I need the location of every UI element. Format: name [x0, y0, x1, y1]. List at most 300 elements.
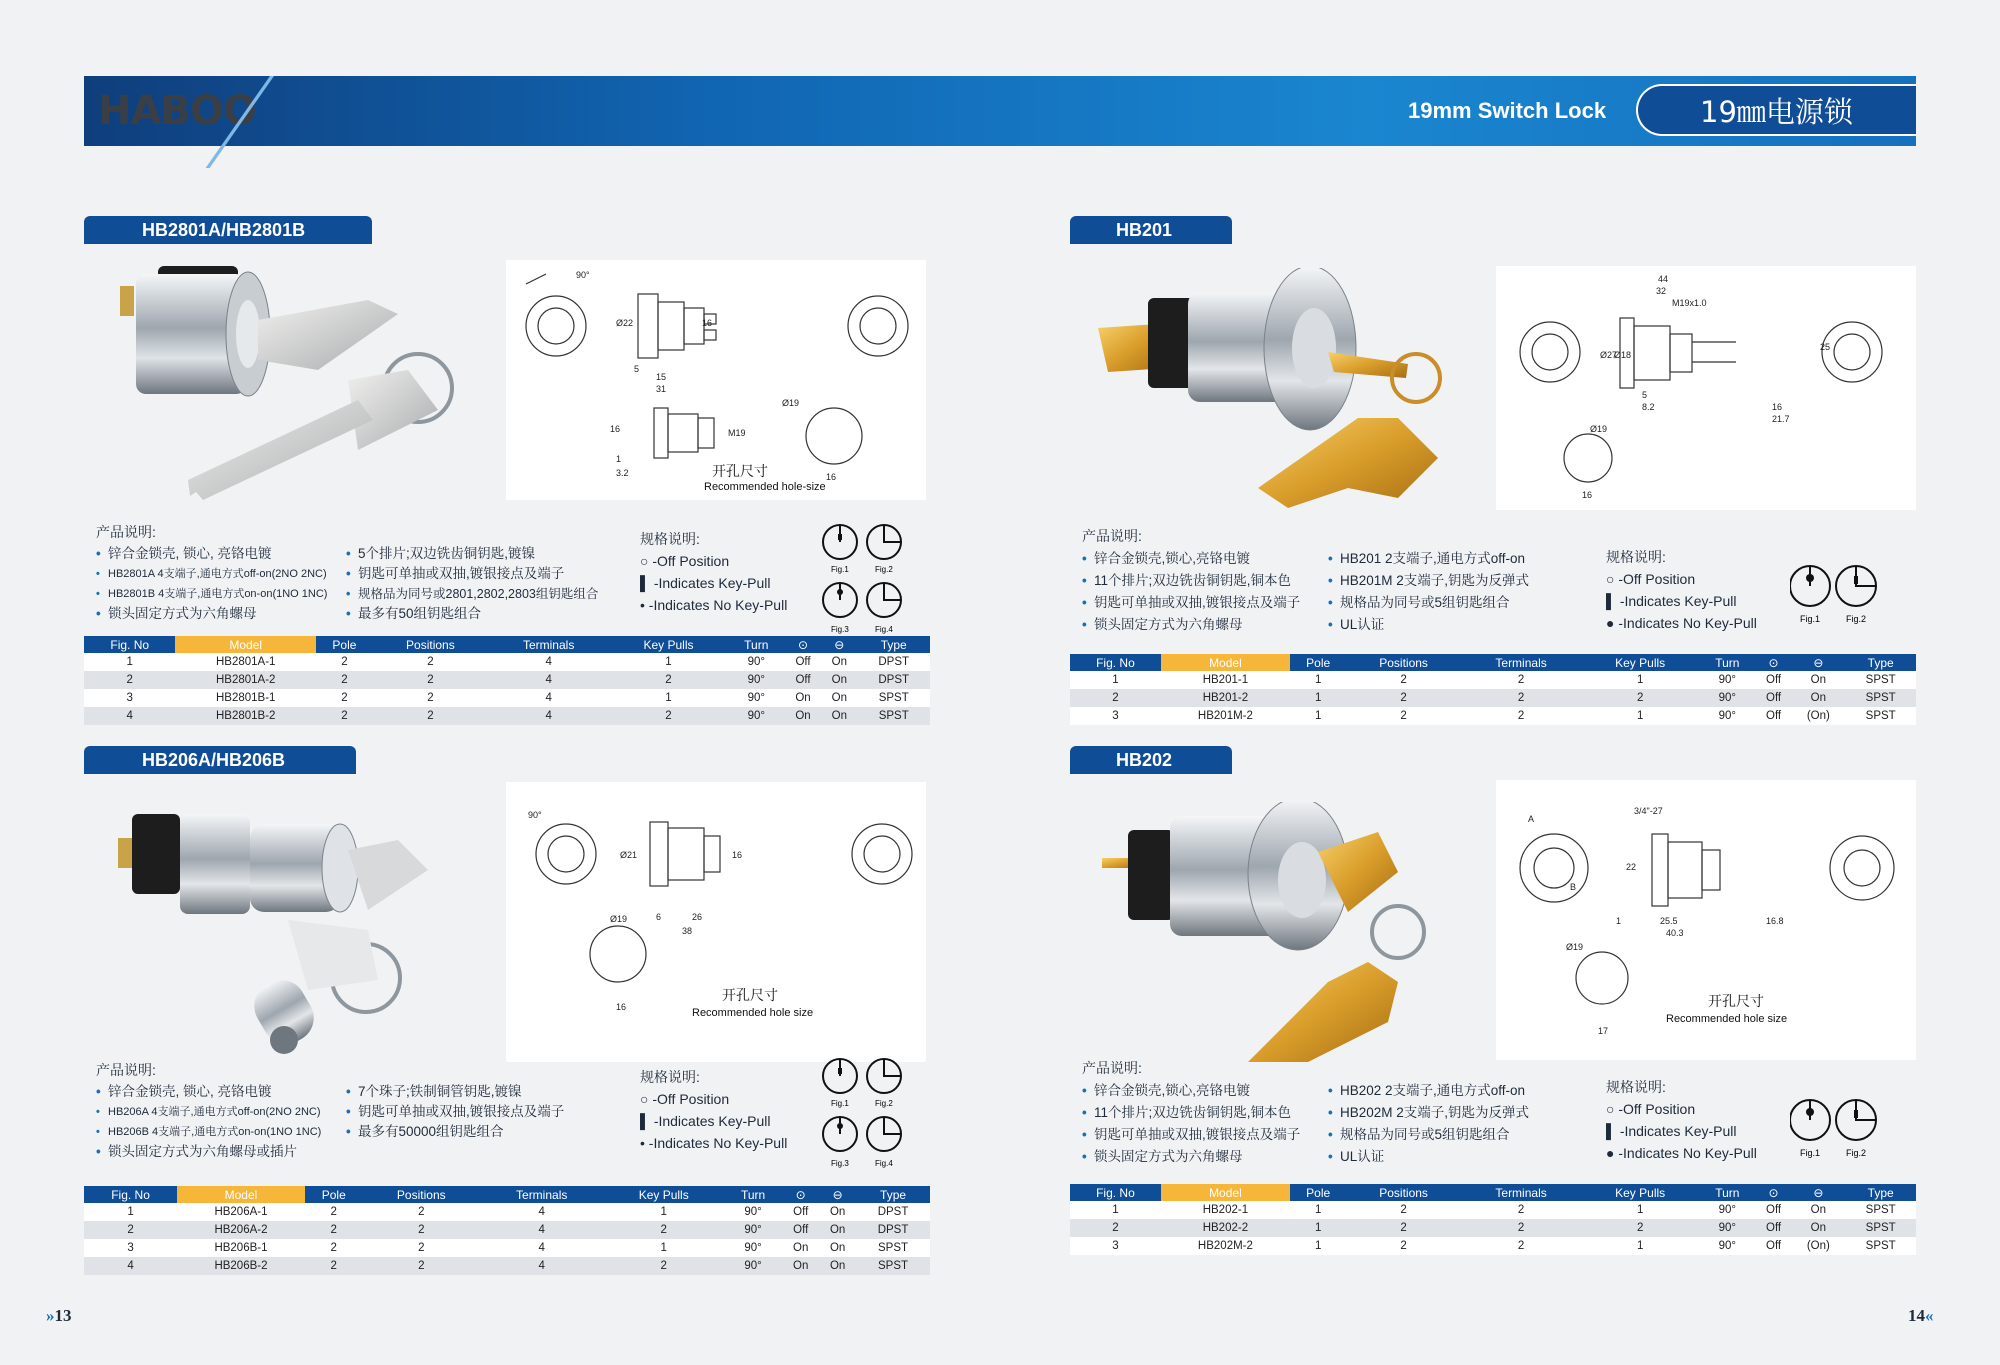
table-cell: SPST: [1845, 707, 1916, 725]
table-cell: 90°: [728, 671, 785, 689]
description-item: • 规格品为同号或5组钥匙组合: [1328, 592, 1529, 614]
key-pull-icon: ▌: [1606, 1123, 1616, 1139]
table-cell: 2: [1461, 707, 1582, 725]
table-cell: On: [819, 1239, 856, 1257]
dimension-label: 25.5: [1660, 916, 1678, 926]
table-cell: 1: [609, 653, 727, 671]
column-header: Model: [1161, 1184, 1290, 1201]
specs-table-hb201: [1070, 654, 1916, 725]
table-cell: 1: [1290, 1201, 1346, 1219]
description-item: • HB206B 4支端子,通电方式on-on(1NO 1NC): [96, 1122, 321, 1142]
description-list-right: [346, 1082, 564, 1142]
table-cell: 4: [84, 707, 175, 725]
dimension-label: 3.2: [616, 468, 629, 478]
description-list-left: [1082, 1080, 1300, 1168]
table-cell: HB202M-2: [1161, 1237, 1290, 1255]
table-cell: On: [1791, 689, 1845, 707]
table-cell: 90°: [728, 689, 785, 707]
dimension-label: 16.8: [1766, 916, 1784, 926]
column-header: Type: [856, 1186, 930, 1203]
spec-key-pull: ▌ -Indicates Key-Pull: [1606, 593, 1737, 609]
column-header: Terminals: [480, 1186, 604, 1203]
section-title: HB2801A/HB2801B: [84, 216, 372, 244]
product-photo-hb202: [1098, 802, 1518, 1102]
description-item: • 锌合金锁壳, 锁心, 亮铬电镀: [96, 1082, 321, 1102]
table-cell: 2: [1581, 689, 1699, 707]
table-cell: 1: [1290, 1237, 1346, 1255]
dimension-label: 16: [732, 850, 743, 860]
off-position-icon: ○: [1606, 571, 1615, 587]
double-chevron-left-icon: «: [1925, 1306, 1934, 1325]
description-item: • 钥匙可单抽或双抽,镀银接点及端子: [1082, 1124, 1300, 1146]
table-row: [1070, 671, 1916, 689]
table-cell: HB202-1: [1161, 1201, 1290, 1219]
table-cell: 2: [604, 1257, 724, 1275]
description-item: • UL认证: [1328, 614, 1529, 636]
description-item: • HB202 2支端子,通电方式off-on: [1328, 1080, 1529, 1102]
table-cell: 2: [316, 707, 373, 725]
table-cell: DPST: [856, 1221, 930, 1239]
position-figures: [1790, 1090, 1880, 1162]
table-cell: DPST: [857, 653, 930, 671]
spec-title: 规格说明:: [1606, 1079, 1666, 1095]
spec-no-key-pull: • -Indicates No Key-Pull: [640, 1135, 788, 1151]
description-item: • 最多有50000组钥匙组合: [346, 1122, 564, 1142]
table-cell: 1: [84, 653, 175, 671]
table-cell: Off: [1756, 707, 1792, 725]
technical-drawing-hb201: [1496, 266, 1916, 510]
section-hb2801: [84, 216, 938, 736]
column-header: Type: [1845, 654, 1916, 671]
header-title-cn: 19㎜电源锁: [1700, 95, 1853, 129]
fig-1-label: Fig.1: [1800, 614, 1821, 624]
table-cell: HB2801B-2: [175, 707, 316, 725]
dimension-label: 16: [702, 318, 713, 328]
dimension-label: 21.7: [1772, 414, 1790, 424]
page-number-right: 14«: [1908, 1306, 1934, 1325]
spec-key-pull: ▌ -Indicates Key-Pull: [640, 575, 771, 591]
spec-off-position: ○ -Off Position: [1606, 1101, 1696, 1117]
table-cell: 90°: [1699, 1201, 1756, 1219]
section-title: HB201: [1070, 216, 1232, 244]
column-header: Key Pulls: [609, 636, 727, 653]
table-cell: SPST: [857, 707, 930, 725]
hole-size-label-en: Recommended hole size: [692, 1007, 814, 1019]
table-cell: HB201-1: [1161, 671, 1290, 689]
dimension-label: B: [1570, 882, 1577, 892]
spec-no-key-pull: ● -Indicates No Key-Pull: [1606, 1145, 1757, 1161]
column-header: Fig. No: [84, 1186, 177, 1203]
table-cell: SPST: [1845, 689, 1916, 707]
column-header: Fig. No: [1070, 654, 1161, 671]
table-cell: 90°: [1699, 707, 1756, 725]
fig-4-label: Fig.4: [875, 1159, 893, 1168]
hole-size-label-en: Recommended hole-size: [704, 481, 826, 493]
dimension-label: Ø22: [616, 318, 634, 328]
table-cell: SPST: [1845, 1201, 1916, 1219]
product-photo-hb2801: [108, 260, 528, 550]
description-item: • 钥匙可单抽或双抽,镀银接点及端子: [1082, 592, 1300, 614]
table-cell: 2: [604, 1221, 724, 1239]
table-cell: SPST: [856, 1257, 930, 1275]
table-cell: (On): [1791, 707, 1845, 725]
table-cell: HB206A-1: [177, 1203, 305, 1221]
table-cell: Off: [782, 1221, 819, 1239]
description-item: • 规格品为同号或2801,2802,2803组钥匙组合: [346, 584, 598, 604]
hole-size-label-cn: 开孔尺寸: [712, 464, 768, 480]
table-cell: 2: [84, 671, 175, 689]
table-cell: 2: [305, 1239, 363, 1257]
table-cell: 2: [305, 1221, 363, 1239]
dimension-label: 26: [692, 912, 703, 922]
table-cell: DPST: [857, 671, 930, 689]
table-cell: 2: [1346, 1201, 1460, 1219]
description-item: • HB206A 4支端子,通电方式off-on(2NO 2NC): [96, 1102, 321, 1122]
dimension-label: 16: [610, 424, 621, 434]
dimension-label: 90°: [576, 270, 590, 280]
description-title: 产品说明:: [1082, 1060, 1142, 1076]
fig-1-label: Fig.1: [1800, 1148, 1821, 1158]
product-description: [1082, 1058, 1562, 1164]
table-cell: 1: [609, 689, 727, 707]
fig-2-label: Fig.2: [875, 565, 893, 574]
column-header: Key Pulls: [1581, 654, 1699, 671]
table-cell: 2: [363, 1239, 480, 1257]
dimension-label: 5: [1642, 390, 1648, 400]
table-cell: 1: [1581, 707, 1699, 725]
description-item: • 最多有50组钥匙组合: [346, 604, 598, 624]
description-item: • HB201 2支端子,通电方式off-on: [1328, 548, 1529, 570]
column-header: Positions: [1346, 1184, 1460, 1201]
table-cell: 3: [84, 689, 175, 707]
specification-legend: [640, 1066, 810, 1154]
key-pull-icon: ▌: [640, 575, 650, 591]
description-item: • 锁头固定方式为六角螺母或插片: [96, 1142, 321, 1162]
column-header: ⊙: [782, 1186, 819, 1203]
description-item: • 11个排片;双边铣齿铜钥匙,铜本色: [1082, 1102, 1300, 1124]
spec-off-position: ○ -Off Position: [640, 1091, 730, 1107]
table-cell: On: [782, 1257, 819, 1275]
table-cell: 90°: [1699, 1219, 1756, 1237]
table-cell: On: [819, 1257, 856, 1275]
logo-text: HABOO: [98, 88, 256, 134]
section-title: HB206A/HB206B: [84, 746, 356, 774]
table-cell: 2: [316, 671, 373, 689]
table-cell: 2: [1581, 1219, 1699, 1237]
column-header: Positions: [1346, 654, 1460, 671]
table-header-row: [1070, 1184, 1916, 1201]
spec-key-pull: ▌ -Indicates Key-Pull: [1606, 1123, 1737, 1139]
table-cell: 2: [305, 1203, 363, 1221]
description-item: • 锁头固定方式为六角螺母: [96, 604, 327, 624]
table-cell: 4: [488, 707, 609, 725]
description-item: • 钥匙可单抽或双抽,镀银接点及端子: [346, 564, 598, 584]
table-cell: SPST: [857, 689, 930, 707]
specs-table-hb206: [84, 1186, 930, 1275]
no-key-pull-icon: •: [640, 597, 645, 613]
table-cell: 1: [1581, 1201, 1699, 1219]
spec-title: 规格说明:: [640, 1069, 700, 1085]
table-cell: HB206A-2: [177, 1221, 305, 1239]
table-cell: SPST: [1845, 671, 1916, 689]
table-cell: 90°: [724, 1221, 782, 1239]
spec-key-pull: ▌ -Indicates Key-Pull: [640, 1113, 771, 1129]
dimension-label: 16: [1772, 402, 1783, 412]
table-header-row: [84, 636, 930, 653]
dimension-label: 90°: [528, 810, 542, 820]
table-row: [1070, 1219, 1916, 1237]
column-header: Pole: [1290, 654, 1346, 671]
table-cell: HB206B-1: [177, 1239, 305, 1257]
table-cell: 2: [373, 707, 488, 725]
description-item: • HB201M 2支端子,钥匙为反弹式: [1328, 570, 1529, 592]
column-header: Fig. No: [1070, 1184, 1161, 1201]
table-cell: 4: [480, 1221, 604, 1239]
table-cell: On: [785, 707, 821, 725]
description-title: 产品说明:: [96, 524, 156, 540]
description-item: • 锌合金锁壳,锁心,亮铬电镀: [1082, 1080, 1300, 1102]
table-cell: HB2801B-1: [175, 689, 316, 707]
table-cell: 2: [609, 707, 727, 725]
table-cell: 2: [363, 1257, 480, 1275]
description-item: • 钥匙可单抽或双抽,镀银接点及端子: [346, 1102, 564, 1122]
spec-title: 规格说明:: [640, 531, 700, 547]
column-header: Type: [857, 636, 930, 653]
table-cell: 3: [84, 1239, 177, 1257]
table-cell: 1: [1290, 671, 1346, 689]
table-cell: 2: [363, 1203, 480, 1221]
no-key-pull-icon: ●: [1606, 1145, 1615, 1161]
table-cell: HB206B-2: [177, 1257, 305, 1275]
table-cell: HB201M-2: [1161, 707, 1290, 725]
table-cell: 2: [84, 1221, 177, 1239]
table-cell: 2: [373, 671, 488, 689]
table-cell: 4: [480, 1257, 604, 1275]
hole-size-label-cn: 开孔尺寸: [1708, 994, 1764, 1010]
table-cell: 90°: [724, 1239, 782, 1257]
spec-off-position: ○ -Off Position: [640, 553, 730, 569]
no-key-pull-icon: •: [640, 1135, 645, 1151]
table-header-row: [1070, 654, 1916, 671]
table-cell: 1: [84, 1203, 177, 1221]
table-cell: 90°: [1699, 671, 1756, 689]
dimension-label: 25: [1820, 342, 1831, 352]
table-cell: 2: [1070, 689, 1161, 707]
table-cell: 90°: [1699, 689, 1756, 707]
table-cell: 2: [316, 689, 373, 707]
dimension-label: 1: [616, 454, 622, 464]
table-cell: 1: [1070, 671, 1161, 689]
table-cell: 2: [1461, 689, 1582, 707]
table-cell: On: [821, 653, 857, 671]
dimension-label: Ø19: [1566, 942, 1584, 952]
product-description: [96, 1060, 596, 1159]
header-title-en: 19mm Switch Lock: [1408, 98, 1607, 123]
column-header: Turn: [1699, 654, 1756, 671]
fig-2-label: Fig.2: [875, 1099, 893, 1108]
section-hb206: [84, 746, 938, 1286]
table-row: [84, 1257, 930, 1275]
table-row: [1070, 689, 1916, 707]
table-cell: 2: [1346, 707, 1460, 725]
hole-size-label-en: Recommended hole size: [1666, 1013, 1788, 1025]
dimension-label: Ø19: [610, 914, 628, 924]
table-cell: 2: [373, 653, 488, 671]
table-row: [84, 689, 930, 707]
table-row: [84, 1221, 930, 1239]
table-cell: 3: [1070, 707, 1161, 725]
fig-4-label: Fig.4: [875, 625, 893, 634]
table-cell: 2: [305, 1257, 363, 1275]
table-cell: Off: [1756, 671, 1792, 689]
column-header: ⊖: [1791, 1184, 1845, 1201]
off-position-icon: ○: [1606, 1101, 1615, 1117]
specs-table-hb2801: [84, 636, 930, 725]
description-list-right: [1328, 548, 1529, 636]
product-photo-hb206: [108, 800, 528, 1100]
column-header: ⊖: [1791, 654, 1845, 671]
dimension-label: 16: [616, 1002, 627, 1012]
page-header: [84, 76, 1916, 146]
table-cell: 2: [1461, 671, 1582, 689]
dimension-label: M19x1.0: [1672, 298, 1707, 308]
column-header: Terminals: [488, 636, 609, 653]
column-header: Pole: [316, 636, 373, 653]
dimension-label: Ø27: [1600, 350, 1618, 360]
fig-2-label: Fig.2: [1846, 614, 1867, 624]
product-photo-hb201: [1098, 268, 1518, 528]
column-header: ⊖: [819, 1186, 856, 1203]
column-header: Turn: [724, 1186, 782, 1203]
product-description: [96, 522, 599, 621]
dimension-label: 5: [634, 364, 640, 374]
fig-3-label: Fig.3: [831, 1159, 849, 1168]
column-header: Positions: [373, 636, 488, 653]
table-cell: 2: [1461, 1201, 1582, 1219]
dimension-label: 31: [656, 384, 667, 394]
table-cell: 2: [1346, 689, 1460, 707]
table-cell: 1: [1581, 1237, 1699, 1255]
table-cell: Off: [1756, 1237, 1792, 1255]
column-header: ⊖: [821, 636, 857, 653]
description-title: 产品说明:: [1082, 528, 1142, 544]
description-item: • 锁头固定方式为六角螺母: [1082, 1146, 1300, 1168]
dimension-label: 3/4"-27: [1634, 806, 1663, 816]
table-cell: On: [819, 1203, 856, 1221]
dimension-label: Ø18: [1614, 350, 1632, 360]
dimension-label: 38: [682, 926, 693, 936]
table-cell: 1: [1290, 707, 1346, 725]
technical-drawing-hb206: [506, 782, 926, 1062]
description-list-left: [1082, 548, 1300, 636]
spec-no-key-pull: ● -Indicates No Key-Pull: [1606, 615, 1757, 631]
dimension-label: 32: [1656, 286, 1667, 296]
table-row: [84, 671, 930, 689]
description-list-right: [1328, 1080, 1529, 1168]
table-cell: 1: [1070, 1201, 1161, 1219]
table-cell: 4: [84, 1257, 177, 1275]
table-cell: On: [1791, 1201, 1845, 1219]
dimension-label: 16: [826, 472, 837, 482]
table-row: [1070, 707, 1916, 725]
column-header: Key Pulls: [604, 1186, 724, 1203]
column-header: Pole: [1290, 1184, 1346, 1201]
dimension-label: 22: [1626, 862, 1637, 872]
table-header-row: [84, 1186, 930, 1203]
no-key-pull-icon: ●: [1606, 615, 1615, 631]
column-header: Fig. No: [84, 636, 175, 653]
spec-no-key-pull: • -Indicates No Key-Pull: [640, 597, 788, 613]
dimension-label: 40.3: [1666, 928, 1684, 938]
column-header: ⊙: [1756, 654, 1792, 671]
specification-legend: [1606, 1076, 1776, 1164]
dimension-label: Ø19: [1590, 424, 1608, 434]
table-cell: SPST: [856, 1239, 930, 1257]
table-cell: HB201-2: [1161, 689, 1290, 707]
description-item: • 11个排片;双边铣齿铜钥匙,铜本色: [1082, 570, 1300, 592]
position-figures: [820, 522, 910, 640]
column-header: Turn: [1699, 1184, 1756, 1201]
table-cell: 2: [1461, 1219, 1582, 1237]
column-header: Terminals: [1461, 1184, 1582, 1201]
table-cell: 4: [480, 1239, 604, 1257]
dimension-label: 16: [1582, 490, 1593, 500]
dimension-label: 44: [1658, 274, 1669, 284]
position-figures: [820, 1056, 910, 1174]
section-hb201: [1070, 216, 1924, 736]
technical-drawing-hb202: [1496, 780, 1916, 1060]
column-header: Key Pulls: [1581, 1184, 1699, 1201]
dimension-label: A: [1528, 814, 1535, 824]
description-item: • 锌合金锁壳, 锁心, 亮铬电镀: [96, 544, 327, 564]
table-cell: 90°: [724, 1203, 782, 1221]
product-description: [1082, 526, 1562, 632]
fig-1-label: Fig.1: [831, 565, 849, 574]
table-cell: 4: [480, 1203, 604, 1221]
off-position-icon: ○: [640, 553, 649, 569]
table-cell: HB2801A-2: [175, 671, 316, 689]
table-cell: 3: [1070, 1237, 1161, 1255]
table-cell: SPST: [1845, 1237, 1916, 1255]
description-item: • HB202M 2支端子,钥匙为反弹式: [1328, 1102, 1529, 1124]
column-header: Turn: [728, 636, 785, 653]
table-cell: 1: [1290, 689, 1346, 707]
column-header: Terminals: [1461, 654, 1582, 671]
description-item: • 规格品为同号或5组钥匙组合: [1328, 1124, 1529, 1146]
table-cell: Off: [782, 1203, 819, 1221]
fig-2-label: Fig.2: [1846, 1148, 1867, 1158]
table-cell: 1: [604, 1203, 724, 1221]
dimension-label: Ø21: [620, 850, 638, 860]
specs-table-hb202: [1070, 1184, 1916, 1255]
section-title: HB202: [1070, 746, 1232, 774]
table-cell: 1: [604, 1239, 724, 1257]
spec-off-position: ○ -Off Position: [1606, 571, 1696, 587]
column-header: ⊙: [785, 636, 821, 653]
table-cell: 2: [1461, 1237, 1582, 1255]
table-cell: 90°: [728, 653, 785, 671]
table-cell: Off: [785, 671, 821, 689]
dimension-label: 17: [1598, 1026, 1609, 1036]
table-cell: 4: [488, 653, 609, 671]
table-cell: On: [1791, 1219, 1845, 1237]
position-figures: [1790, 556, 1880, 628]
table-cell: Off: [1756, 689, 1792, 707]
table-cell: 4: [488, 671, 609, 689]
column-header: ⊙: [1756, 1184, 1792, 1201]
table-cell: DPST: [856, 1203, 930, 1221]
dimension-label: 8.2: [1642, 402, 1655, 412]
